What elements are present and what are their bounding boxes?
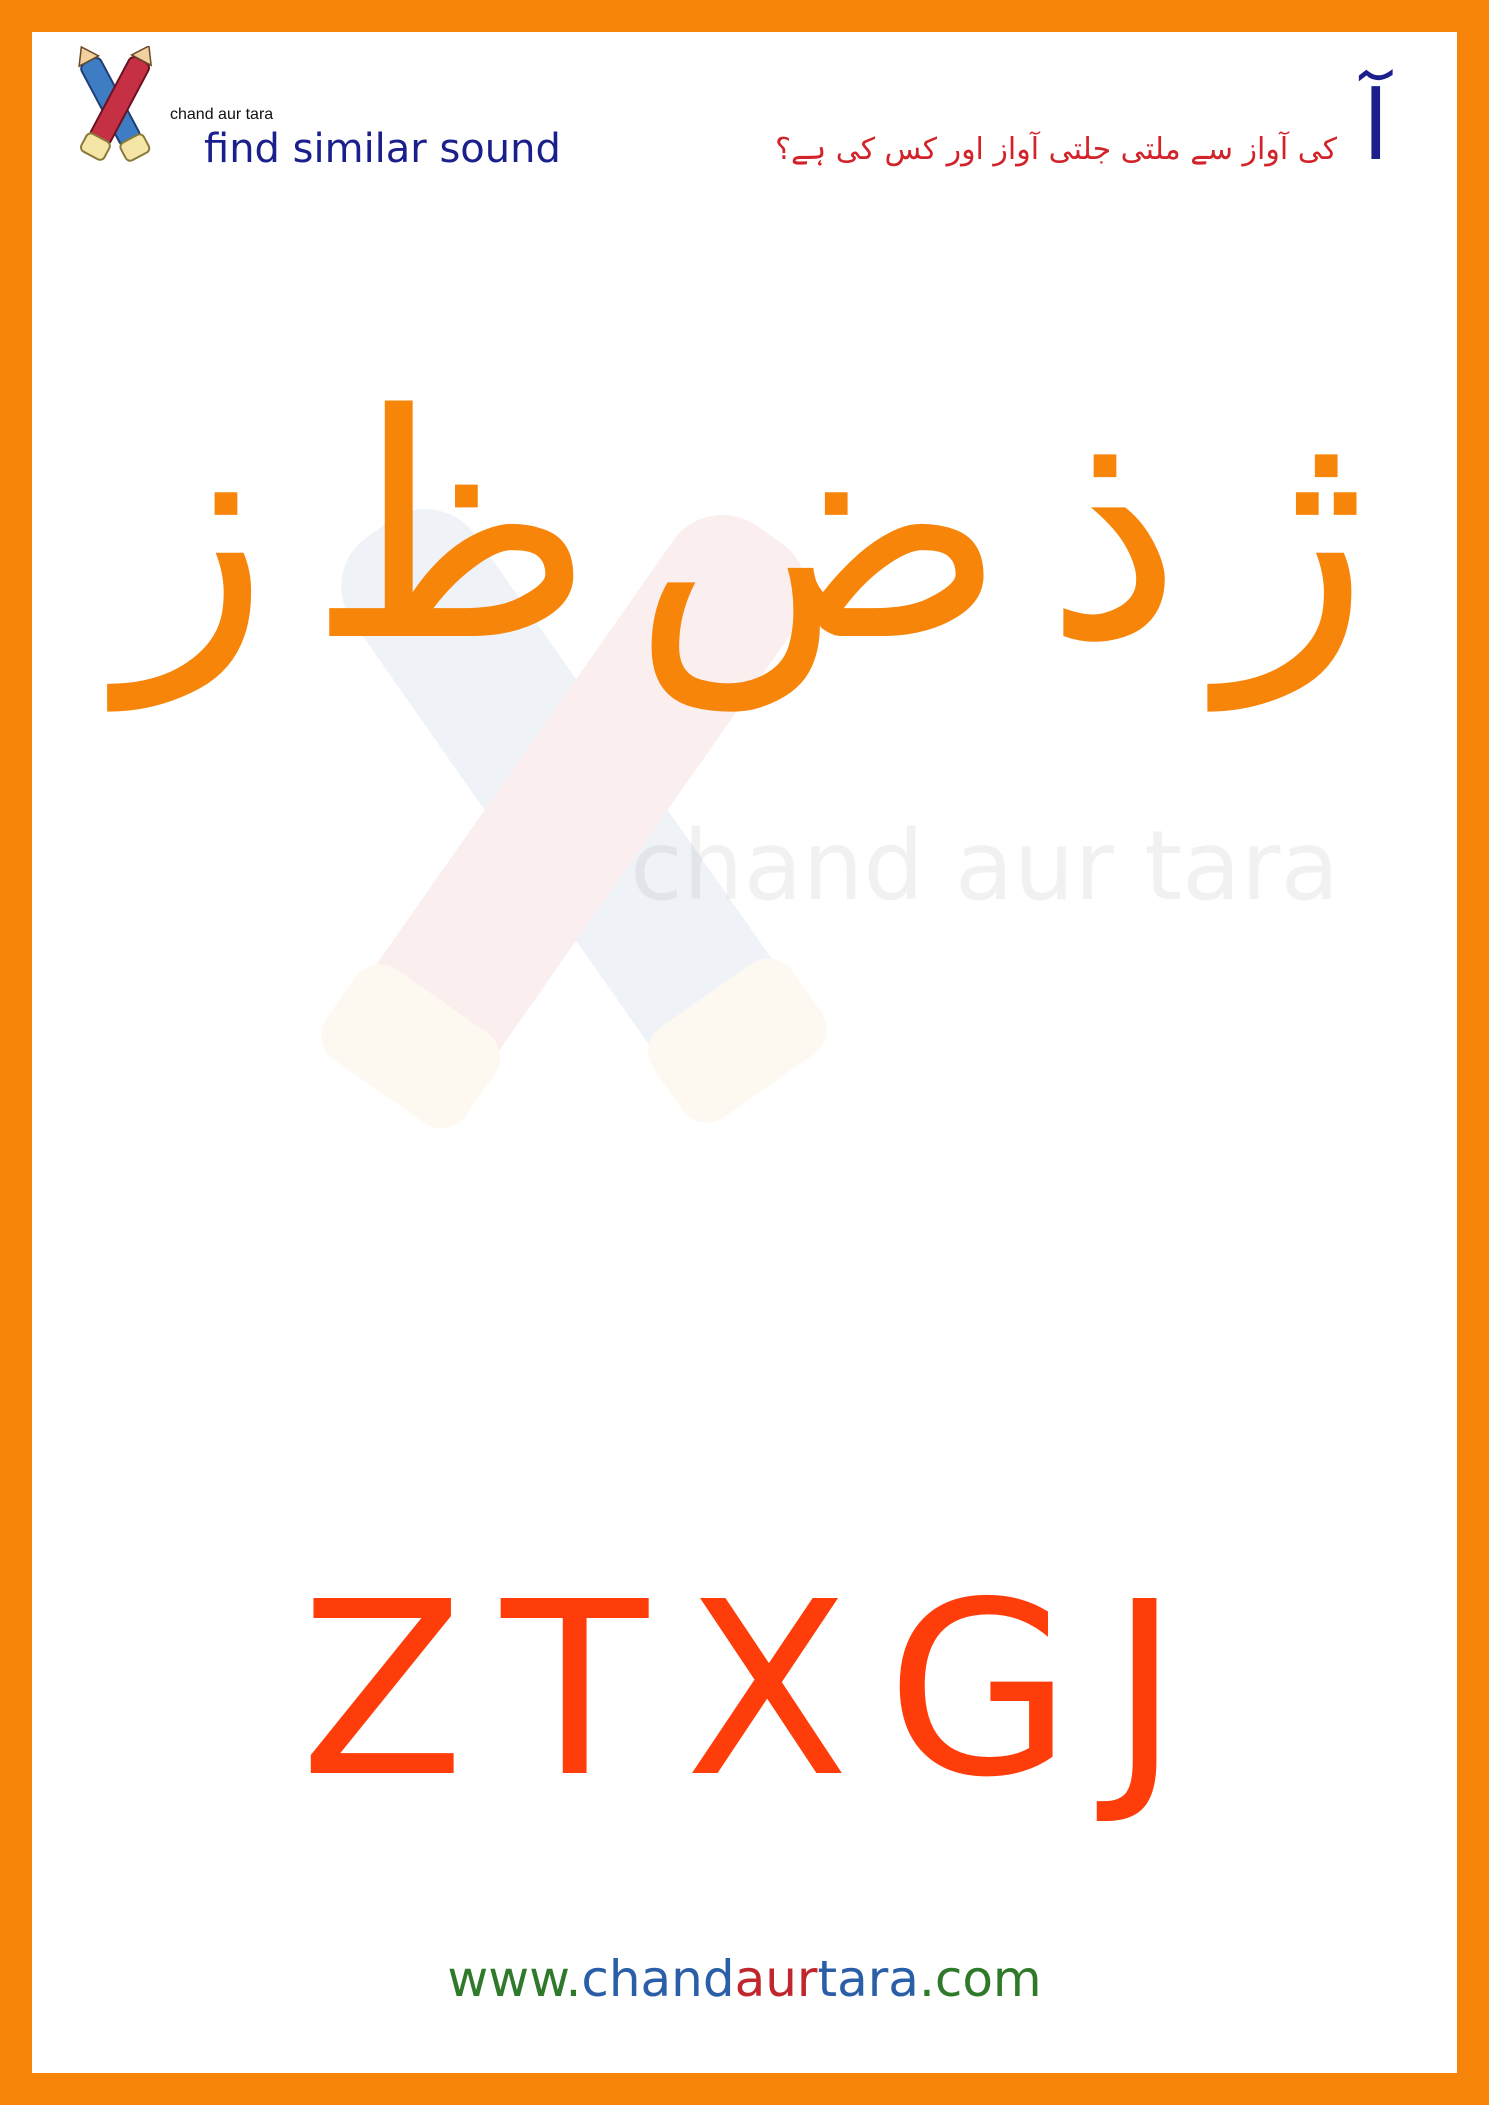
latin-letter: X bbox=[684, 1550, 850, 1830]
target-letter: آ bbox=[1362, 70, 1389, 182]
urdu-question: کی آواز سے ملتی جلتی آواز اور کس کی ہے؟ bbox=[775, 132, 1337, 167]
latin-letter-row bbox=[300, 1550, 1180, 1830]
latin-letter: G bbox=[886, 1550, 1073, 1830]
urdu-letter: ز bbox=[120, 349, 270, 710]
website-prefix: www. bbox=[447, 1950, 582, 2008]
website-chand: chand bbox=[581, 1950, 735, 2008]
website-link[interactable] bbox=[0, 1950, 1489, 2008]
urdu-letter: ذ bbox=[1044, 349, 1183, 710]
page-subtitle: find similar sound bbox=[204, 126, 561, 172]
latin-letter: J bbox=[1109, 1550, 1180, 1830]
urdu-letter: ژ bbox=[1220, 349, 1370, 710]
urdu-letter-row bbox=[120, 340, 1370, 720]
urdu-letter: ظ bbox=[307, 349, 595, 710]
latin-letter: T bbox=[501, 1550, 648, 1830]
watermark-text: chand aur tara bbox=[630, 810, 1340, 922]
latin-letter: Z bbox=[300, 1550, 465, 1830]
website-tara: tara bbox=[817, 1950, 919, 2008]
urdu-letter: ض bbox=[631, 349, 1007, 710]
website-suffix: .com bbox=[918, 1950, 1042, 2008]
website-aur: aur bbox=[734, 1950, 818, 2008]
crossed-pencils-icon bbox=[66, 46, 166, 174]
logo-text: chand aur tara bbox=[170, 106, 274, 123]
